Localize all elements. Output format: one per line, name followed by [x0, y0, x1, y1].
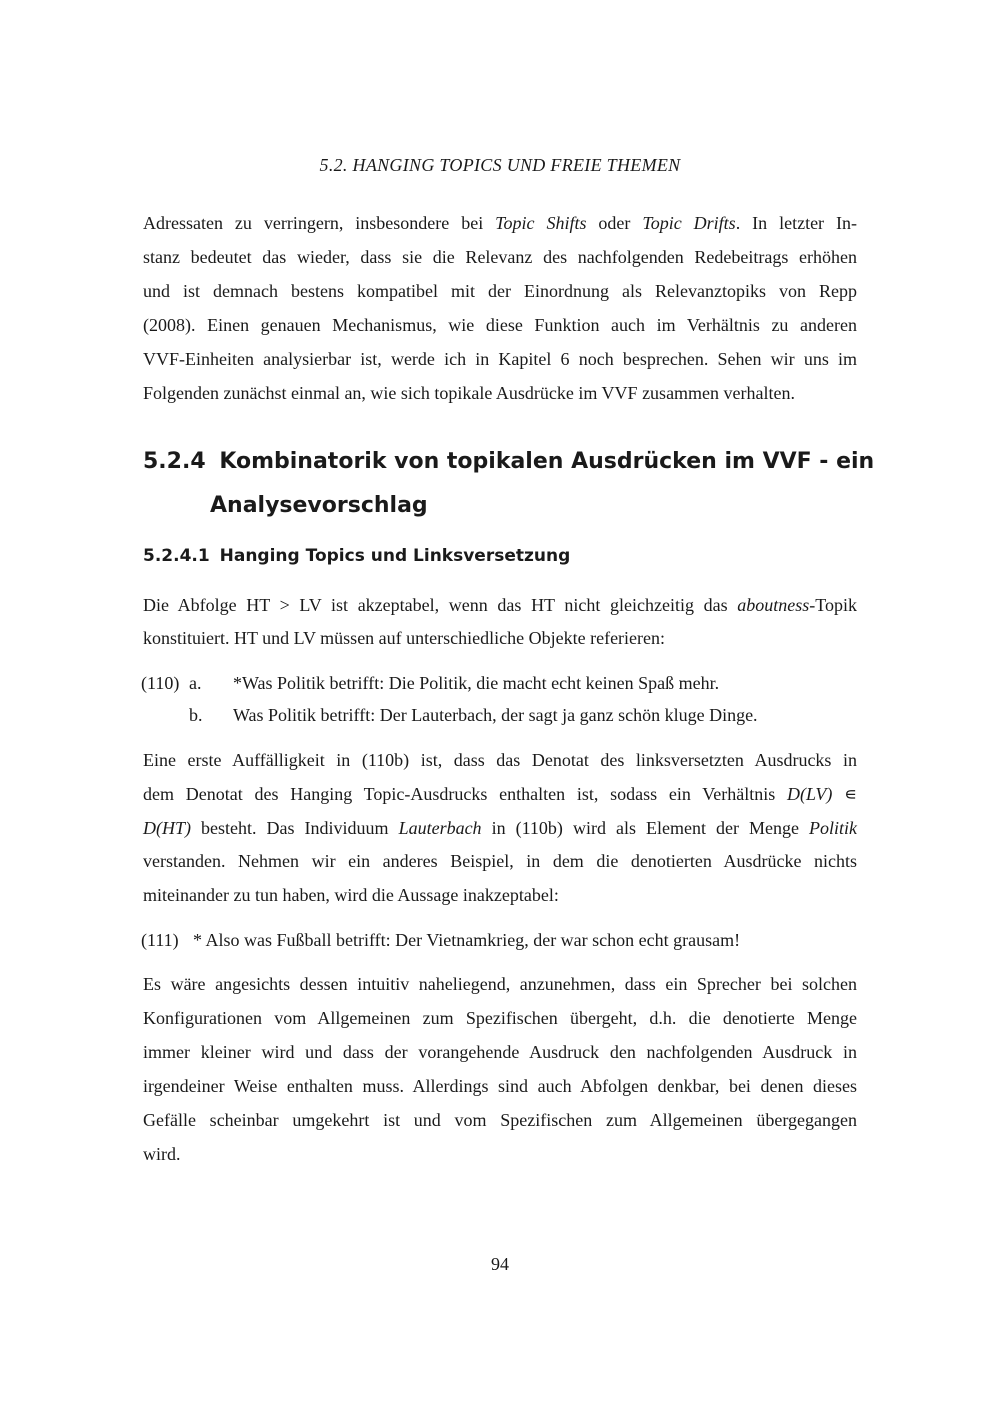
text: ∊: [832, 784, 857, 804]
section-number: 5.2.4: [143, 449, 206, 474]
text: Konfigurationen vom Allgemeinen zum Spezifischen übergeht, d.h. die denotierte Menge: [143, 1008, 857, 1028]
text: Die Abfolge HT > LV ist akzeptabel, wenn das HT nicht gleichzeitig das: [143, 595, 738, 615]
text: stanz bedeutet das wieder, dass sie die Relevanz des nachfolgenden Redebeitrags erhöhen: [143, 247, 857, 267]
italic-text: aboutness: [737, 595, 810, 615]
text: dem Denotat des Hanging Topic-Ausdrucks enthalten ist, sodass ein Verhältnis: [143, 784, 787, 804]
example-number: (111): [141, 930, 179, 950]
text-line: [143, 1075, 857, 1097]
text: besteht. Das Individuum: [191, 818, 399, 838]
text-line: [143, 280, 857, 302]
text-line: [143, 973, 857, 995]
text: oder: [586, 213, 643, 233]
text-line: [143, 348, 857, 370]
text: wird.: [143, 1144, 181, 1164]
example-label-b: b.: [189, 705, 203, 725]
italic-text: Lauterbach: [398, 818, 482, 838]
example-text: * Also was Fußball betrifft: Der Vietnamkrieg, der war schon echt grausam!: [193, 930, 741, 950]
section-title-line1: Kombinatorik von topikalen Ausdrücken im VVF - ein: [219, 449, 875, 474]
text: VVF-Einheiten analysierbar ist, werde ich in Kapitel 6 noch besprechen. Sehen wir uns im: [143, 349, 857, 369]
text-line: [143, 594, 857, 616]
subsection-title: Hanging Topics und Linksversetzung: [219, 546, 571, 566]
text: immer kleiner wird und dass der vorangehende Ausdruck den nachfolgenden Ausdruck in: [143, 1042, 857, 1062]
subsection-number: 5.2.4.1: [143, 546, 210, 566]
text: konstituiert. HT und LV müssen auf unterschiedliche Objekte referieren:: [143, 628, 666, 648]
text-line: [143, 1109, 857, 1131]
italic-text: D(HT): [143, 818, 191, 838]
text: Gefälle scheinbar umgekehrt ist und vom Spezifischen zum Allgemeinen übergegangen: [143, 1110, 857, 1130]
subsection-heading: [143, 546, 570, 566]
text: miteinander zu tun haben, wird die Aussage inakzeptabel:: [143, 885, 559, 905]
text-line: [143, 1041, 857, 1063]
section-heading: [143, 449, 874, 474]
text-line: [143, 382, 857, 404]
text: Es wäre angesichts dessen intuitiv naheliegend, anzunehmen, dass ein Sprecher bei solchen: [143, 974, 857, 994]
example-text-a: *Was Politik betrifft: Die Politik, die macht echt keinen Spaß mehr.: [233, 673, 720, 693]
text-line: [143, 850, 857, 872]
example-number: (110): [141, 673, 180, 693]
text: und ist demnach bestens kompatibel mit der Einordnung als Relevanztopiks von Repp: [143, 281, 857, 301]
text-line: [143, 627, 857, 649]
example-label-a: a.: [189, 673, 202, 693]
text-line: [143, 817, 857, 839]
text-line: [143, 246, 857, 268]
text: (2008). Einen genauen Mechanismus, wie diese Funktion auch im Verhältnis zu anderen: [143, 315, 857, 335]
text-line: [143, 783, 857, 805]
italic-text: Topic Drifts: [642, 213, 736, 233]
text: Eine erste Auffälligkeit in (110b) ist, dass das Denotat des linksversetzten Ausdrucks in: [143, 750, 857, 770]
text-line: [143, 884, 857, 906]
text-line: [143, 749, 857, 771]
italic-text: Politik: [808, 818, 857, 838]
running-header: 5.2. HANGING TOPICS UND FREIE THEMEN: [319, 155, 681, 175]
text-line: [143, 314, 857, 336]
text: Folgenden zunächst einmal an, wie sich topikale Ausdrücke im VVF zusammen verhalten.: [143, 383, 796, 403]
text: irgendeiner Weise enthalten muss. Allerdings sind auch Abfolgen denkbar, bei denen dieses: [143, 1076, 857, 1096]
text: . In letzter In-: [735, 213, 857, 233]
example-text-b: Was Politik betrifft: Der Lauterbach, der sagt ja ganz schön kluge Dinge.: [233, 705, 758, 725]
text-line: [143, 1007, 857, 1029]
section-title-line2: Analysevorschlag: [210, 493, 428, 518]
page-number: 94: [491, 1254, 509, 1274]
italic-text: D(LV): [787, 784, 833, 804]
text: -Topik: [809, 595, 857, 615]
text: verstanden. Nehmen wir ein anderes Beispiel, in dem die denotierten Ausdrücke nichts: [143, 851, 857, 871]
text: Adressaten zu verringern, insbesondere bei: [143, 213, 496, 233]
text-line: [143, 1143, 857, 1165]
text-line: [143, 212, 857, 234]
text: in (110b) wird als Element der Menge: [481, 818, 809, 838]
italic-text: Topic Shifts: [495, 213, 587, 233]
